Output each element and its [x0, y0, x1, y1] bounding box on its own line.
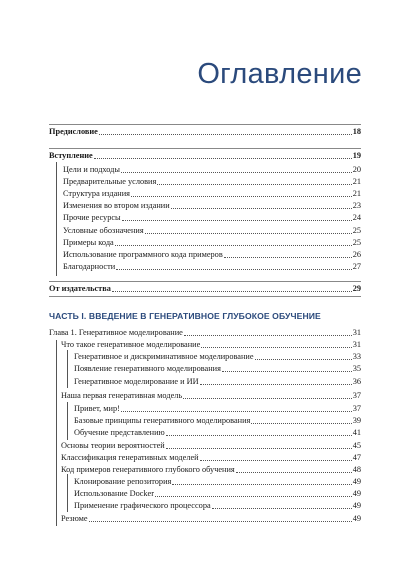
toc-entry[interactable]: Условные обозначения 25: [63, 226, 361, 235]
page-title: Оглавление: [197, 58, 362, 90]
divider: [49, 281, 361, 282]
toc-indent-line: [67, 474, 68, 512]
toc-indent-line: [56, 162, 57, 276]
divider: [49, 148, 361, 149]
toc-indent-line: [67, 402, 68, 440]
toc-entry[interactable]: Классификация генеративных моделей 47: [61, 453, 361, 462]
toc-entry[interactable]: Основы теории вероятностей 45: [61, 441, 361, 450]
toc-entry[interactable]: Резюме 49: [61, 514, 361, 523]
divider: [49, 296, 361, 297]
toc-indent-line: [56, 340, 57, 526]
toc-entry[interactable]: Использование программного кода примеров 26: [63, 250, 361, 259]
toc-entry[interactable]: Вступление 19: [49, 151, 361, 160]
toc-entry[interactable]: Что такое генеративное моделирование 31: [61, 340, 361, 349]
toc-entry[interactable]: Предварительные условия 21: [63, 177, 361, 186]
toc-entry[interactable]: Изменения во втором издании 23: [63, 201, 361, 210]
toc-entry[interactable]: Генеративное моделирование и ИИ 36: [74, 377, 361, 386]
divider: [49, 124, 361, 125]
toc-entry[interactable]: Цели и подходы 20: [63, 165, 361, 174]
toc-entry[interactable]: Базовые принципы генеративного моделирования 39: [74, 416, 361, 425]
toc-entry[interactable]: Генеративное и дискриминативное моделирование 33: [74, 352, 361, 361]
toc-entry[interactable]: Код примеров генеративного глубокого обучения 48: [61, 465, 361, 474]
toc-entry[interactable]: Благодарности 27: [63, 262, 361, 271]
toc-entry[interactable]: Примеры кода 25: [63, 238, 361, 247]
part-heading: ЧАСТЬ I. ВВЕДЕНИЕ В ГЕНЕРАТИВНОЕ ГЛУБОКОЕ ОБУЧЕНИЕ: [49, 311, 321, 321]
toc-chapter-entry[interactable]: Глава 1. Генеративное моделирование 31: [49, 328, 361, 337]
toc-entry[interactable]: Структура издания 21: [63, 189, 361, 198]
toc-entry[interactable]: Использование Docker 49: [74, 489, 361, 498]
toc-entry[interactable]: Наша первая генеративная модель 37: [61, 391, 361, 400]
toc-indent-line: [67, 350, 68, 388]
toc-entry[interactable]: Прочие ресурсы 24: [63, 213, 361, 222]
toc-entry[interactable]: Применение графического процессора 49: [74, 501, 361, 510]
toc-entry[interactable]: Привет, мир! 37: [74, 404, 361, 413]
toc-entry[interactable]: Появление генеративного моделирования 35: [74, 364, 361, 373]
toc-entry[interactable]: От издательства 29: [49, 284, 361, 293]
toc-entry[interactable]: Обучение представлению 41: [74, 428, 361, 437]
toc-entry[interactable]: Клонирование репозитория 49: [74, 477, 361, 486]
toc-entry[interactable]: Предисловие 18: [49, 127, 361, 136]
